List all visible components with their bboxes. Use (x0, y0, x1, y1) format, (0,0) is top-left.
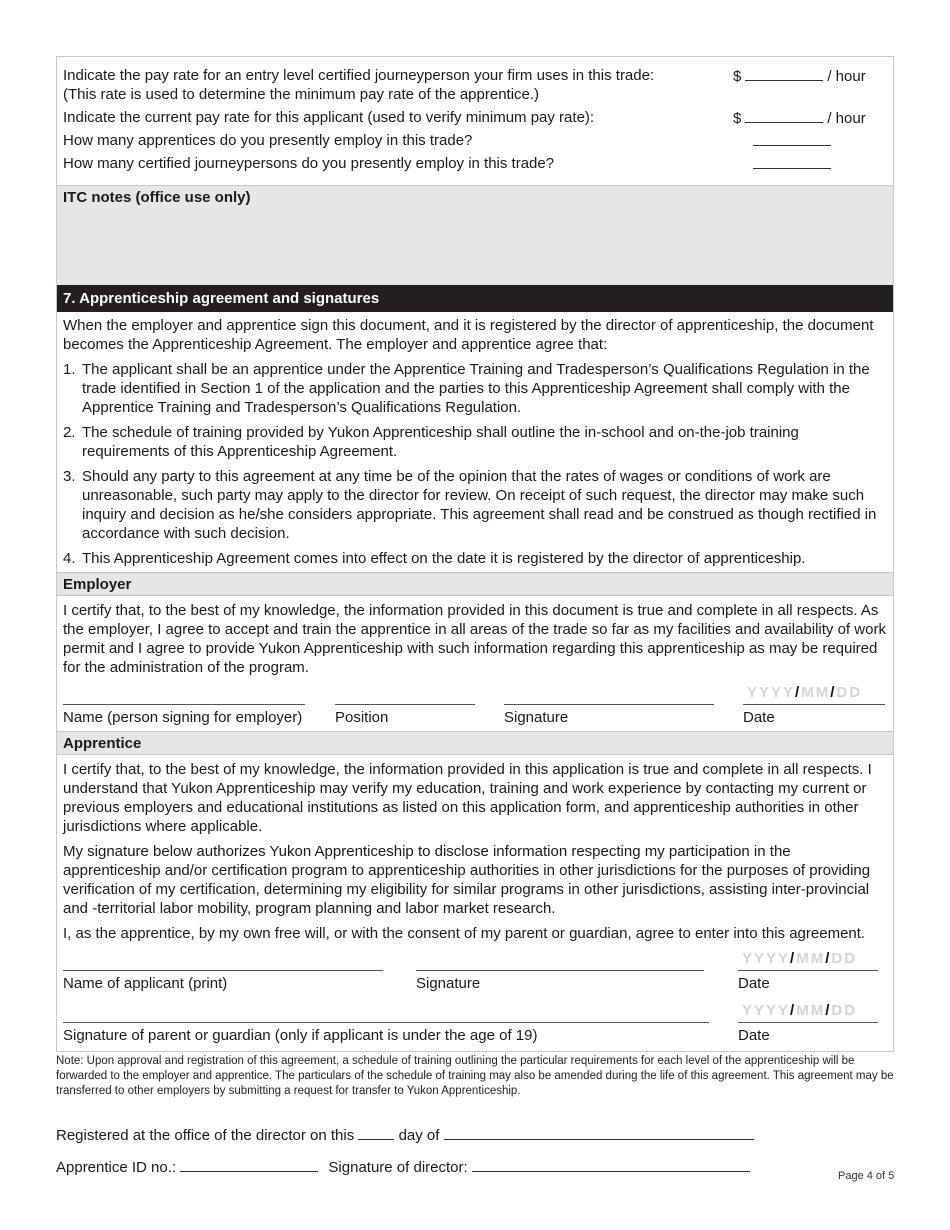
application-form (56, 56, 894, 1052)
apprentice-title: Apprentice (63, 735, 142, 752)
currency-symbol: $ (733, 110, 742, 127)
guardian-signature-field[interactable]: Signature of parent or guardian (only if applicant is under the age of 19) (63, 1001, 709, 1045)
employer-position-field[interactable]: Position (335, 683, 475, 727)
apprentice-consent-text: I, as the apprentice, by my own free will, or with the consent of my parent or guardian, agree to enter into this agreement. (63, 925, 866, 942)
page-number: Page 4 of 5 (838, 1170, 895, 1182)
applicant-signature-field[interactable]: Signature (416, 949, 704, 993)
employer-certification-text: I certify that, to the best of my knowledge, the information provided in this document is true and complete in all respects. As the employer, I agree to accept and train the apprentice in all areas of the trade so far as my facilities and availability of work permit and I agree to provide Yukon Apprenticeship with such information regarding this apprenticeship as may be required for the administration of the program. (63, 602, 886, 676)
approval-note: Note: Upon approval and registration of this agreement, a schedule of training outlining the particular requirements for each level of the apprenticeship will be forwarded to the employer and apprentice. The particulars of the schedule of training may also be amended during the life of this agreement. This agreement may be transferred to other employers by submitting a request for transfer to Yukon Apprenticeship. (56, 1055, 894, 1097)
section-7-header (57, 285, 893, 312)
agreement-intro: When the employer and apprentice sign this document, and it is registered by the director of apprenticeship, the document becomes the Apprenticeship Agreement. The employer and apprentice agree that: (63, 317, 874, 353)
employer-title: Employer (63, 576, 132, 593)
question-subtext: (This rate is used to determine the minimum pay rate of the apprentice.) (63, 86, 540, 103)
pay-row-entry-level (63, 66, 887, 108)
pay-row-journeypersons (63, 154, 887, 177)
guardian-date-field[interactable]: YYYY/MM/DD Date (738, 1001, 878, 1045)
date-format-hint: YYYY/MM/DD (747, 684, 863, 701)
rate-unit: / hour (827, 68, 866, 85)
applicant-date-field[interactable]: YYYY/MM/DD Date (738, 949, 878, 993)
date-format-hint: YYYY/MM/DD (742, 950, 858, 967)
employer-name-field[interactable]: Name (person signing for employer) (63, 683, 305, 727)
term-item: 2. The schedule of training provided by Yukon Apprenticeship shall outline the in-school and on-the-job training requirements of this Apprenticeship Agreement. (63, 424, 799, 460)
registration-month-year-field[interactable] (444, 1125, 754, 1140)
employer-date-field[interactable]: YYYY/MM/DD Date (743, 683, 885, 727)
apprentices-count-field[interactable] (753, 131, 831, 146)
employer-signature-row (57, 683, 893, 731)
itc-notes-title: ITC notes (office use only) (63, 189, 251, 206)
pay-row-applicant (63, 108, 887, 131)
director-line: Apprentice ID no.: Signature of director: (56, 1157, 750, 1176)
guardian-signature-row (57, 1001, 893, 1051)
applicant-name-field[interactable]: Name of applicant (print) (63, 949, 383, 993)
date-format-hint: YYYY/MM/DD (742, 1002, 858, 1019)
currency-symbol: $ (733, 68, 742, 85)
apprentice-authorization-text: My signature below authorizes Yukon Apprenticeship to disclose information respecting my participation in the apprenticeship and/or certification program to apprenticeship authorities in other jurisdictions for the purposes of providing verification of my certification, determining my eligibility for similar programs in other jurisdictions, assisting inter-provincial and -territorial labor mobility, program planning and labor market research. (63, 843, 871, 917)
section-title: 7. Apprenticeship agreement and signatures (63, 290, 380, 307)
apprentice-certification-text: I certify that, to the best of my knowledge, the information provided in this application is true and complete in all respects. I understand that Yukon Apprenticeship may verify my education, training and work experience by contacting my current or previous employers and educational institutions as listed on this application form, and apprenticeship authorities in other jurisdictions where applicable. (63, 761, 872, 835)
agreement-terms (57, 360, 893, 568)
apprentice-id-field[interactable] (180, 1157, 318, 1172)
pay-answer-entry-level (733, 66, 893, 86)
registration-day-field[interactable] (358, 1125, 394, 1140)
director-signature-field[interactable] (472, 1157, 750, 1172)
entry-level-rate-field[interactable] (745, 66, 823, 81)
applicant-rate-field[interactable] (745, 108, 823, 123)
employer-header (57, 572, 893, 596)
pay-rate-section (57, 57, 893, 185)
apprentice-header (57, 731, 893, 755)
term-item: 4. This Apprenticeship Agreement comes into effect on the date it is registered by the director of apprenticeship. (63, 550, 806, 567)
registration-line: Registered at the office of the director on this day of (56, 1125, 754, 1144)
pay-question-applicant: Indicate the current pay rate for this applicant (used to verify minimum pay rate): (63, 109, 595, 126)
pay-row-apprentices (63, 131, 887, 154)
journeypersons-count-field[interactable] (753, 154, 831, 169)
itc-notes-box[interactable] (57, 185, 893, 285)
employer-signature-field[interactable]: Signature (504, 683, 714, 727)
pay-question-journeypersons: How many certified journeypersons do you presently employ in this trade? (63, 155, 555, 172)
pay-question-apprentices: How many apprentices do you presently employ in this trade? (63, 132, 473, 149)
pay-answer-applicant (733, 108, 893, 128)
term-item: 1. The applicant shall be an apprentice under the Apprentice Training and Tradesperson’s Qualifications Regulation in the trade identified in Section 1 of the application and the parties to this Apprenticeship Agreement shall comply with the Apprentice Training and Tradesperson’s Qualifications Regulation. (63, 361, 870, 416)
apprentice-signature-row (57, 949, 893, 997)
question-text: Indicate the pay rate for an entry level certified journeyperson your firm uses in this trade: (63, 67, 655, 84)
rate-unit: / hour (827, 110, 866, 127)
term-item: 3. Should any party to this agreement at any time be of the opinion that the rates of wages or conditions of work are unreasonable, such party may apply to the director for review. On receipt of such request, the director may make such inquiry and decision as he/she considers appropriate. This agreement shall read and be construed as though rectified in accordance with such decision. (63, 468, 877, 542)
pay-question-entry-level (63, 66, 723, 104)
